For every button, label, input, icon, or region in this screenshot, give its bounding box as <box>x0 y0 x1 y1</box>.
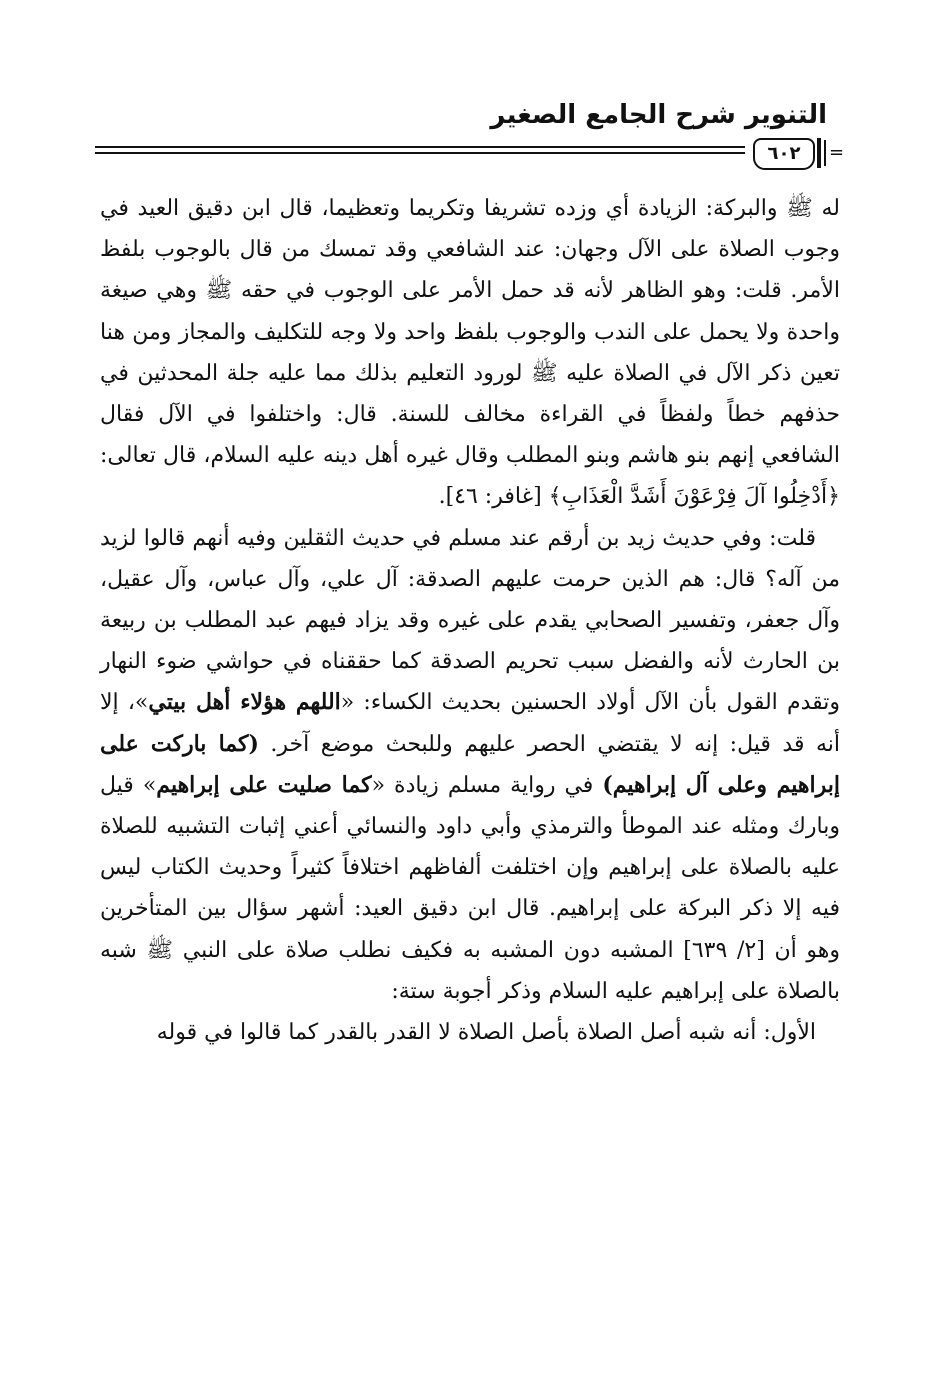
header-rule-line-bottom <box>95 152 745 154</box>
verse-reference: [غافر: ٤٦]. <box>438 484 542 510</box>
paragraph-1 <box>100 188 840 518</box>
header-bar <box>817 138 821 168</box>
hadith-quote-2: (كما باركت على إبراهيم وعلى آل إبراهيم) <box>100 730 840 798</box>
page-number: ٦٠٢ <box>753 138 815 170</box>
main-text <box>100 188 840 1053</box>
hadith-quote-3: كما صليت على إبراهيم <box>156 771 372 798</box>
hadith-quote-1: اللهم هؤلاء أهل بيتي <box>148 689 341 716</box>
paragraph-2-text-a: قلت: وفي حديث زيد بن أرقم عند مسلم في حديث الثقلين وفيه أنهم قالوا لزيد من آله؟ قال: هم الذين حرمت عليهم الصدقة: آل علي، وآل عباس، وآل عقيل، وآل جعفر، وتفسير الصحابي يقدم على غيره وقد يزاد فيهم عبد المطلب بن ربيعة بن الحارث لأنه والفضل سبب تحريم الصدقة كما حققناه في حواشي ضوء النهار وتقدم القول بأن الآل أولاد الحسنين بحديث الكساء: « <box>100 525 840 716</box>
header-eq-mark: = <box>829 142 845 163</box>
paragraph-2-text-d: » قيل وبارك ومثله عند الموطأ والترمذي وأبي داود والنسائي أعني إثبات التشبيه للصلاة عليه بالصلاة على إبراهيم وإن اختلفت ألفاظهم اختلافاً كثيراً وحديث الكتاب ليس فيه إلا ذكر البركة على إبراهيم. قال ابن دقيق العيد: أشهر سؤال بين المتأخرين وهو أن [٢/ ٦٣٩] المشبه دون المشبه به فكيف نطلب صلاة على النبي ﷺ شبه بالصلاة على إبراهيم عليه السلام وذكر أجوبة ستة: <box>100 772 841 1004</box>
running-title: التنوير شرح الجامع الصغير <box>490 100 827 130</box>
paragraph-2-text-b: »، إلا أنه قد قيل: إنه لا يقتضي الحصر عليهم وللبحث موضع آخر. <box>100 690 840 757</box>
header-rule-line-top <box>95 146 745 148</box>
paragraph-2-text-c: في رواية مسلم زيادة « <box>371 772 603 798</box>
header-bar-thin <box>824 140 826 166</box>
paragraph-2 <box>100 518 840 1012</box>
header-rule <box>95 138 845 168</box>
paragraph-3: الأول: أنه شبه أصل الصلاة بأصل الصلاة لا القدر بالقدر كما قالوا في قوله <box>156 1020 816 1046</box>
quran-verse: ﴿أَدْخِلُوا آلَ فِرْعَوْنَ أَشَدَّ الْعَذَابِ﴾ <box>548 484 840 510</box>
paragraph-1-text: له ﷺ والبركة: الزيادة أي وزده تشريفا وتكريما وتعظيما، قال ابن دقيق العيد في وجوب الصلاة على الآل وجهان: عند الشافعي وقد تمسك من قال بالوجوب بلفظ الأمر. قلت: وهو الظاهر لأنه قد حمل الأمر على الوجوب في حقه ﷺ وهي صيغة واحدة ولا يحمل على الندب والوجوب بلفظ واحد ولا وجه للتكليف والمجاز ومن هنا تعين ذكر الآل في الصلاة عليه ﷺ لورود التعليم بذلك مما عليه جلة المحدثين في حذفهم خطاً ولفظاً في القراءة مخالف للسنة. قال: واختلفوا في الآل فقال الشافعي إنهم بنو هاشم وبنو المطلب وقال غيره أهل دينه عليه السلام، قال تعالى: <box>100 196 841 469</box>
